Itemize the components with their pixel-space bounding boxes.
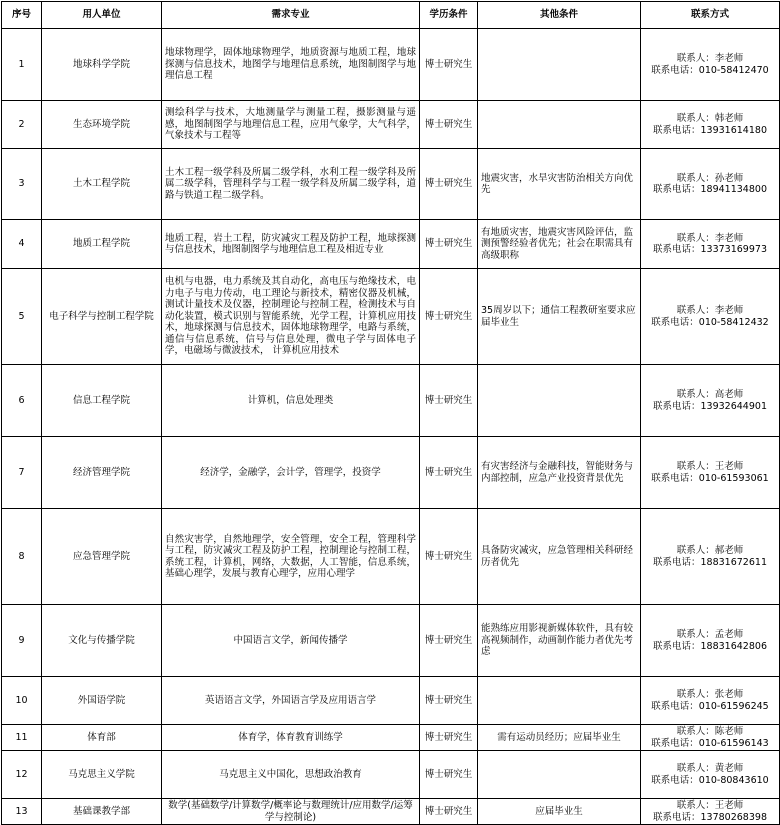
row-degree: 博士研究生	[420, 269, 478, 365]
table-row	[2, 509, 780, 605]
row-contact	[641, 101, 780, 149]
row-index: 2	[2, 101, 42, 149]
row-contact	[641, 437, 780, 509]
row-other: 具备防灾减灾，应急管理相关科研经历者优先	[478, 509, 641, 605]
row-other	[478, 29, 641, 101]
row-major: 经济学，金融学，会计学，管理学，投资学	[162, 437, 420, 509]
table-row	[2, 101, 780, 149]
row-degree: 博士研究生	[420, 149, 478, 220]
row-other: 应届毕业生	[478, 799, 641, 825]
row-other	[478, 365, 641, 437]
contact-phone: 联系电话：13373169973	[653, 244, 767, 255]
contact-phone: 联系电话：18831642806	[653, 640, 767, 652]
row-index: 10	[2, 677, 42, 725]
row-unit: 电子科学与控制工程学院	[42, 269, 162, 365]
contact-phone: 联系电话：010-61596143	[651, 737, 769, 749]
table-row	[2, 149, 780, 220]
row-other: 有灾害经济与金融科技，智能财务与内部控制，应急产业投资背景优先	[478, 437, 641, 509]
contact-phone: 联系电话：18941134800	[653, 184, 767, 195]
row-degree: 博士研究生	[420, 751, 478, 799]
contact-phone: 联系电话：010-58412432	[651, 316, 769, 328]
row-index: 1	[2, 29, 42, 101]
table-row	[2, 751, 780, 799]
contact-phone: 联系电话：010-61593061	[651, 472, 769, 484]
contact-person: 联系人：黄老师	[676, 763, 744, 774]
row-unit: 地质工程学院	[42, 220, 162, 269]
contact-phone: 联系电话：010-61596245	[651, 700, 769, 712]
row-contact	[641, 677, 780, 725]
row-index: 7	[2, 437, 42, 509]
header-unit: 用人单位	[42, 2, 162, 29]
row-major: 计算机，信息处理类	[162, 365, 420, 437]
row-major: 测绘科学与技术，大地测量学与测量工程，摄影测量与遥感，地图制图学与地理信息工程，应用气象学，大气科学，气象技术与工程等	[162, 101, 420, 149]
row-unit: 地球科学学院	[42, 29, 162, 101]
row-unit: 马克思主义学院	[42, 751, 162, 799]
row-degree: 博士研究生	[420, 605, 478, 677]
contact-person: 联系人：孙老师	[676, 172, 744, 184]
row-degree: 博士研究生	[420, 365, 478, 437]
header-contact: 联系方式	[641, 2, 780, 29]
row-unit: 体育部	[42, 725, 162, 751]
row-degree: 博士研究生	[420, 509, 478, 605]
contact-phone: 联系电话：010-80843610	[651, 774, 769, 786]
row-degree: 博士研究生	[420, 220, 478, 269]
contact-person: 联系人：郝老师	[676, 545, 744, 556]
contact-person: 联系人：王老师	[676, 461, 744, 472]
row-index: 6	[2, 365, 42, 437]
contact-person: 联系人：张老师	[676, 689, 744, 700]
contact-phone: 联系电话：13931614180	[653, 124, 767, 136]
row-index: 5	[2, 269, 42, 365]
row-index: 8	[2, 509, 42, 605]
row-other: 能熟练应用影视新媒体软件，具有较高视频制作，动画制作能力者优先考虑	[478, 605, 641, 677]
row-major: 英语语言文学，外国语言学及应用语言学	[162, 677, 420, 725]
row-other	[478, 751, 641, 799]
row-index: 13	[2, 799, 42, 825]
row-major: 数学(基础数学/计算数学/概率论与数理统计/应用数学/运筹学与控制论)	[162, 799, 420, 825]
header-row	[2, 2, 780, 29]
table-row	[2, 799, 780, 825]
row-other: 需有运动员经历；应届毕业生	[478, 725, 641, 751]
table-row	[2, 605, 780, 677]
row-unit: 文化与传播学院	[42, 605, 162, 677]
row-degree: 博士研究生	[420, 799, 478, 825]
row-major: 自然灾害学，自然地理学，安全管理，安全工程，管理科学与工程，防灾减灾工程及防护工程，控制理论与控制工程，系统工程，计算机，网络，大数据，人工智能，信息系统，基础心理学，发展与教育心理学，应用心理学	[162, 509, 420, 605]
contact-person: 联系人：孟老师	[676, 629, 744, 640]
row-major: 地球物理学，固体地球物理学，地质资源与地质工程，地球探测与信息技术，地图学与地理信息系统，地图制图学与地理信息工程	[162, 29, 420, 101]
contact-person: 联系人：李老师	[676, 305, 744, 316]
contact-person: 联系人：王老师	[676, 800, 744, 811]
header-major: 需求专业	[162, 2, 420, 29]
row-major: 马克思主义中国化，思想政治教育	[162, 751, 420, 799]
row-degree: 博士研究生	[420, 29, 478, 101]
row-unit: 生态环境学院	[42, 101, 162, 149]
row-index: 4	[2, 220, 42, 269]
recruitment-table	[1, 1, 780, 825]
row-major: 体育学，体育教育训练学	[162, 725, 420, 751]
row-degree: 博士研究生	[420, 437, 478, 509]
row-other: 35周岁以下；通信工程教研室要求应届毕业生	[478, 269, 641, 365]
table-row	[2, 725, 780, 751]
row-contact	[641, 725, 780, 751]
row-degree: 博士研究生	[420, 725, 478, 751]
header-degree: 学历条件	[420, 2, 478, 29]
contact-phone: 联系电话：13780268398	[653, 811, 767, 823]
contact-person: 联系人：陈老师	[676, 726, 744, 737]
contact-person: 联系人：韩老师	[676, 113, 744, 124]
header-other: 其他条件	[478, 2, 641, 29]
row-contact	[641, 605, 780, 677]
table-row	[2, 677, 780, 725]
row-major: 土木工程一级学科及所属二级学科，水利工程一级学科及所属二级学科，管理科学与工程一级学科及所属二级学科，道路与铁道工程二级学科。	[162, 149, 420, 220]
contact-person: 联系人：李老师	[676, 53, 744, 64]
row-index: 3	[2, 149, 42, 220]
row-other: 地震灾害，水旱灾害防治相关方向优先	[478, 149, 641, 220]
contact-person: 联系人：李老师	[676, 232, 744, 244]
row-major: 中国语言文学，新闻传播学	[162, 605, 420, 677]
row-contact	[641, 220, 780, 269]
contact-phone: 联系电话：010-58412470	[651, 64, 769, 76]
row-contact	[641, 365, 780, 437]
header-index: 序号	[2, 2, 42, 29]
table-row	[2, 220, 780, 269]
row-degree: 博士研究生	[420, 101, 478, 149]
row-unit: 土木工程学院	[42, 149, 162, 220]
row-index: 12	[2, 751, 42, 799]
contact-phone: 联系电话：18831672611	[653, 556, 767, 568]
row-contact	[641, 269, 780, 365]
row-other: 有地质灾害，地震灾害风险评估，监测预警经验者优先；社会在职需具有高级职称	[478, 220, 641, 269]
row-contact	[641, 751, 780, 799]
row-contact	[641, 29, 780, 101]
row-unit: 经济管理学院	[42, 437, 162, 509]
row-unit: 外国语学院	[42, 677, 162, 725]
table-row	[2, 365, 780, 437]
row-other	[478, 101, 641, 149]
table-row	[2, 29, 780, 101]
row-contact	[641, 799, 780, 825]
table-row	[2, 437, 780, 509]
row-unit: 信息工程学院	[42, 365, 162, 437]
row-major: 电机与电器，电力系统及其自动化，高电压与绝缘技术，电力电子与电力传动，电工理论与新技术，精密仪器及机械，测试计量技术及仪器，控制理论与控制工程，检测技术与自动化装置，模式识别与智能系统，光学工程，计算机应用技术，地球探测与信息技术，固体地球物理学，电路与系统，通信与信息系统，信号与信息处理，微电子学与固体电子学，电磁场与微波技术， 计算机应用技术	[162, 269, 420, 365]
contact-person: 联系人：高老师	[676, 389, 744, 400]
contact-phone: 联系电话：13932644901	[653, 400, 767, 412]
row-other	[478, 677, 641, 725]
row-index: 9	[2, 605, 42, 677]
row-unit: 应急管理学院	[42, 509, 162, 605]
row-contact	[641, 149, 780, 220]
row-index: 11	[2, 725, 42, 751]
row-unit: 基础课教学部	[42, 799, 162, 825]
table-row	[2, 269, 780, 365]
row-contact	[641, 509, 780, 605]
row-major: 地质工程，岩土工程，防灾减灾工程及防护工程，地球探测与信息技术，地图制图学与地理信息工程及相近专业	[162, 220, 420, 269]
row-degree: 博士研究生	[420, 677, 478, 725]
